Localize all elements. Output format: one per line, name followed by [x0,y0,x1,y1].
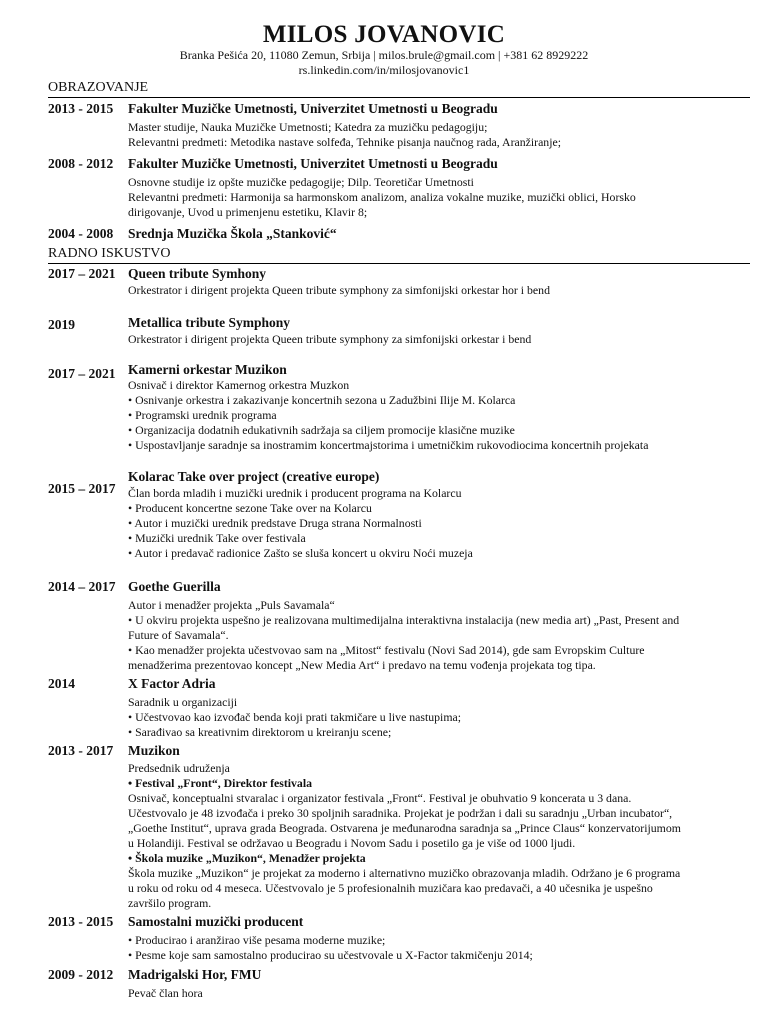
detail-line: „Goethe Institut“, uprava grada Beograda. Ostvarena je međunarodna saradnja sa „Prince Claus“ konzervatorijumom [128,821,681,835]
detail-line: • Programski urednik programa [128,408,277,422]
entry-date: 2004 - 2008 [48,226,114,241]
detail-line: završilo program. [128,896,212,910]
detail-line: Osnivač, konceptualni stvaralac i organizator festivala „Front“. Festival je obuhvatio 9 koncerata u 3 dana. [128,791,632,805]
section-heading-education: OBRAZOVANJE [48,80,750,98]
entry-title: Muzikon [128,743,180,758]
entry-details [128,283,754,298]
entry-date: 2009 - 2012 [48,967,114,982]
detail-line: Pevač član hora [128,986,203,1000]
detail-line: Predsednik udruženja [128,761,230,775]
entry-title: Fakulter Muzičke Umetnosti, Univerzitet Umetnosti u Beogradu [128,156,498,171]
detail-line: • Muzički urednik Take over festivala [128,531,306,545]
entry-details [128,486,754,561]
entry-details [128,332,754,347]
entry-date: 2015 – 2017 [48,481,116,496]
detail-line: Future of Savamala“. [128,628,229,642]
detail-line: • Festival „Front“, Direktor festivala [128,776,313,790]
entry-details [128,986,754,1001]
entry-details [128,120,754,150]
entry-title: Metallica tribute Symphony [128,315,290,330]
detail-line: • Producent koncertne sezone Take over na Kolarcu [128,501,372,515]
linkedin-line: rs.linkedin.com/in/milosjovanovic1 [298,63,470,77]
detail-line: • Producirao i aranžirao više pesama moderne muzike; [128,933,386,947]
entry-date: 2017 – 2021 [48,266,116,281]
detail-line: Autor i menadžer projekta „Puls Savamala“ [128,598,335,612]
entry-title: Kolarac Take over project (creative europe) [128,469,380,484]
entry-title: Goethe Guerilla [128,579,221,594]
entry-title: Madrigalski Hor, FMU [128,967,262,982]
entry-date: 2008 - 2012 [48,156,114,171]
candidate-name: MILOS JOVANOVIC [262,21,506,48]
entry-details [128,933,754,963]
detail-line: • Uspostavljanje saradnje sa inostramim koncertmajstorima i umetničkim rukovodiocima koncertnih projekata [128,438,649,452]
detail-line: dirigovanje, Uvod u primenjenu estetiku, Klavir 8; [128,205,368,219]
detail-line: u roku od roku od 4 meseca. Učestvovalo je 5 profesionalnih muzičara kao predavači, a 40 učesnika je uspešno [128,881,653,895]
entry-details [128,598,754,673]
detail-line: • Autor i muzički urednik predstave Druga strana Normalnosti [128,516,422,530]
entry-title: Kamerni orkestar Muzikon [128,362,287,377]
entry-title: Queen tribute Symhony [128,266,267,281]
entry-details [128,378,754,453]
detail-line: • Škola muzike „Muzikon“, Menadžer projekta [128,851,366,865]
detail-line: Osnivač i direktor Kamernog orkestra Muzkon [128,378,350,392]
entry-date: 2014 [48,676,75,691]
section-heading-work: RADNO ISKUSTVO [48,246,750,264]
entry-date: 2017 – 2021 [48,366,116,381]
detail-line: menadžerima prezentovao koncept „New Media Art“ i predavo na temu vođenja projekata tog tipa. [128,658,596,672]
entry-date: 2014 – 2017 [48,579,116,594]
detail-line: u Holandiji. Festival se održavao u Beogradu i Novom Sadu i posetilo ga je više od 1000 ljudi. [128,836,576,850]
entry-date: 2019 [48,317,75,332]
detail-line: Relevantni predmeti: Metodika nastave solfeđa, Tehnike pisanja naučnog rada, Aranžiranje; [128,135,561,149]
resume-header [0,22,768,78]
detail-line: Orkestrator i dirigent projekta Queen tribute symphony za simfonijski orkestar i bend [128,332,532,346]
detail-line: • Organizacija dodatnih edukativnih sadržaja sa ciljem promocije klasične muzike [128,423,515,437]
entry-title: Srednja Muzička Škola „Stanković“ [128,226,337,241]
detail-line: Saradnik u organizaciji [128,695,238,709]
entry-title: X Factor Adria [128,676,216,691]
entry-date: 2013 - 2015 [48,914,114,929]
detail-line: Orkestrator i dirigent projekta Queen tribute symphony za simfonijski orkestar hor i bend [128,283,550,297]
entry-date: 2013 - 2015 [48,101,114,116]
detail-line: • Kao menadžer projekta učestvovao sam na „Mitost“ festivalu (Novi Sad 2014), gde sam Evropskim Culture [128,643,645,657]
detail-line: • Učestvovao kao izvođač benda koji prati takmičare u live nastupima; [128,710,462,724]
entry-details [128,761,754,911]
detail-line: Master studije, Nauka Muzičke Umetnosti; Katedra za muzičku pedagogiju; [128,120,488,134]
detail-line: Relevantni predmeti: Harmonija sa harmonskom analizom, analiza vokalne muzike, muzički oblici, Horsko [128,190,636,204]
entry-title: Samostalni muzički producent [128,914,304,929]
entry-date: 2013 - 2017 [48,743,114,758]
entry-details [128,175,754,220]
contact-line: Branka Pešića 20, 11080 Zemun, Srbija | milos.brule@gmail.com | +381 62 8929222 [179,48,589,62]
detail-line: • Sarađivao sa kreativnim direktorom u kreiranju scene; [128,725,392,739]
detail-line: Učestvovalo je 48 izvođača i preko 30 spoljnih saradnika. Projekat je podržan i dali su saradnju „Urban incubator“, [128,806,673,820]
detail-line: • U okviru projekta uspešno je realizovana multimedijalna interaktivna instalacija (new media art) „Past, Present and [128,613,680,627]
entry-title: Fakulter Muzičke Umetnosti, Univerzitet Umetnosti u Beogradu [128,101,498,116]
detail-line: Osnovne studije iz opšte muzičke pedagogije; Dilp. Teoretičar Umetnosti [128,175,474,189]
detail-line: • Osnivanje orkestra i zakazivanje koncertnih sezona u Zadužbini Ilije M. Kolarca [128,393,516,407]
detail-line: Škola muzike „Muzikon“ je projekat za moderno i alternativno muzičko obrazovanja mladih. Održano je 6 programa [128,866,681,880]
detail-line: Član borda mladih i muzički urednik i producent programa na Kolarcu [128,486,462,500]
detail-line: • Autor i predavač radionice Zašto se sluša koncert u okviru Noći muzeja [128,546,473,560]
entry-details [128,695,754,740]
detail-line: • Pesme koje sam samostalno producirao su učestvovale u X-Factor takmičenju 2014; [128,948,533,962]
